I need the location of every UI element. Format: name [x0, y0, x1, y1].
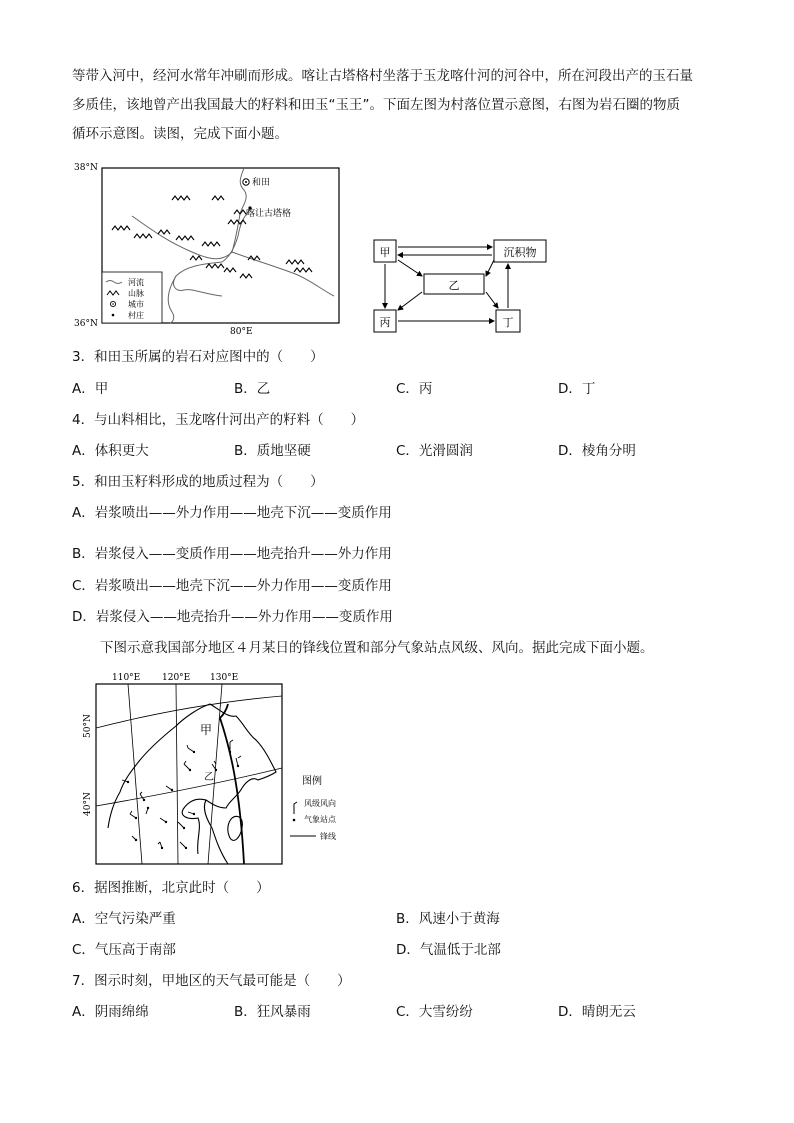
box-d-label: 丁 [502, 316, 514, 329]
q5-option-a[interactable]: A．岩浆喷出——外力作用——地壳下沉——变质作用 [72, 505, 392, 521]
q6-option-d[interactable]: D．气温低于北部 [396, 942, 501, 958]
question-5-stem: 5．和田玉籽料形成的地质过程为（ ） [72, 474, 324, 490]
map2-legend [288, 770, 368, 854]
q3-option-d[interactable]: D．丁 [558, 381, 596, 397]
box-sediment-label: 沉积物 [503, 246, 537, 259]
box-b-label: 乙 [448, 279, 460, 292]
intro-line-1: 等带入河中，经河水常年冲刷而形成。喀让古塔格村坐落于玉龙喀什河的河谷中，所在河段出产的玉石量 [72, 68, 693, 84]
q4-option-a[interactable]: A．体积更大 [72, 443, 149, 459]
q6-option-c[interactable]: C．气压高于南部 [72, 942, 176, 958]
q3-option-b[interactable]: B．乙 [234, 381, 271, 397]
q4-option-d[interactable]: D．棱角分明 [558, 443, 636, 459]
q7-option-d[interactable]: D．晴朗无云 [558, 1004, 636, 1020]
question-7-stem: 7．图示时刻，甲地区的天气最可能是（ ） [72, 973, 351, 989]
q7-option-c[interactable]: C．大雪纷纷 [396, 1004, 473, 1020]
q7-option-b[interactable]: B．狂风暴雨 [234, 1004, 311, 1020]
q4-option-b[interactable]: B．质地坚硬 [234, 443, 311, 459]
q3-option-a[interactable]: A．甲 [72, 381, 109, 397]
region-a-label: 甲 [200, 723, 213, 737]
legend-city: 城市 [128, 300, 144, 309]
lon-130-label: 130°E [210, 673, 239, 683]
lon-label: 80°E [230, 327, 253, 335]
lat-40-label: 40°N [83, 792, 93, 816]
q6-option-a[interactable]: A．空气污染严重 [72, 911, 176, 927]
lon-110-label: 110°E [112, 673, 141, 683]
q7-option-a[interactable]: A．阴雨绵绵 [72, 1004, 149, 1020]
legend-station: 气象站点 [304, 815, 336, 824]
region-b-label: 乙 [204, 772, 214, 783]
legend-mountain: 山脉 [128, 289, 144, 298]
question-4-stem: 4．与山料相比，玉龙喀什河出产的籽料（ ） [72, 412, 365, 428]
q5-option-b[interactable]: B．岩浆侵入——变质作用——地壳抬升——外力作用 [72, 546, 392, 562]
lat-top-label: 38°N [74, 163, 98, 173]
box-a-label: 甲 [379, 246, 391, 259]
question-6-stem: 6．据图推断，北京此时（ ） [72, 880, 270, 896]
village-label: 喀让古塔格 [246, 209, 292, 219]
intro-line-3: 循环示意图。读图，完成下面小题。 [72, 126, 288, 142]
q3-option-c[interactable]: C．丙 [396, 381, 433, 397]
legend-wind: 风级风向 [304, 799, 336, 808]
q6-option-b[interactable]: B．风速小于黄海 [396, 911, 500, 927]
question-3-stem: 3．和田玉所属的岩石对应图中的（ ） [72, 349, 324, 365]
intro-line-2: 多质佳，该地曾产出我国最大的籽料和田玉“玉王”。下面左图为村落位置示意图，右图为岩石圈的物质 [72, 97, 680, 113]
q5-option-d[interactable]: D．岩浆侵入——地壳抬升——外力作用——变质作用 [72, 609, 393, 625]
legend-title: 图例 [302, 776, 322, 787]
city-label: 和田 [252, 178, 271, 188]
q5-option-c[interactable]: C．岩浆喷出——地壳下沉——外力作用——变质作用 [72, 578, 392, 594]
legend-river: 河流 [128, 278, 144, 287]
legend-village: 村庄 [128, 311, 144, 320]
lat-50-label: 50°N [83, 714, 93, 738]
lat-bottom-label: 36°N [74, 319, 98, 329]
village-location-map [72, 160, 352, 339]
q4-option-c[interactable]: C．光滑圆润 [396, 443, 473, 459]
lon-120-label: 120°E [162, 673, 191, 683]
rock-cycle-diagram [370, 232, 550, 341]
intro-2: 下图示意我国部分地区４月某日的锋线位置和部分气象站点风级、风向。据此完成下面小题。 [100, 640, 654, 656]
box-c-label: 丙 [379, 316, 391, 329]
legend-front: 锋线 [320, 832, 336, 841]
